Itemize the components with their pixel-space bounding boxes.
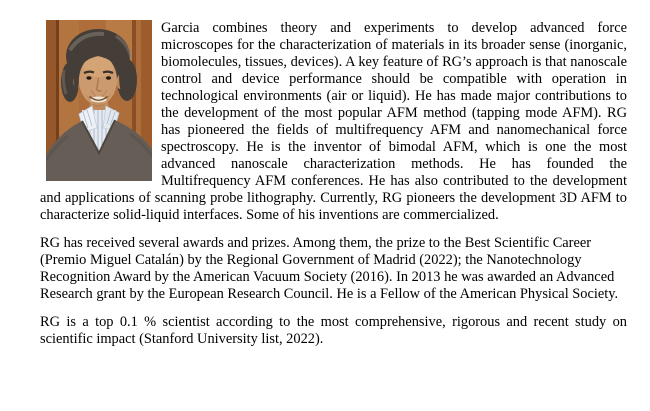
portrait-photo (46, 20, 152, 181)
portrait-photo-illustration (46, 20, 152, 181)
bio-section (40, 20, 627, 224)
paragraph-awards: RG has received several awards and prizes. Among them, the prize to the Best Scientific Career (Premio Miguel Catalán) by the Regional Government of Madrid (2022); the Nanotechnology Recognition Award by the American Vacuum Society (2016). In 2013 he was awarded an Advanced Research grant by the European Research Council. He is a Fellow of the American Physical Society. (40, 235, 619, 302)
paragraph-bio: Garcia combines theory and experiments to develop advanced force microscopes for the characterization of materials in its broader sense (inorganic, biomolecules, tissues, devices). A key feature of RG’s approach is that nanoscale control and device performance should be compatible with operation in technological environments (air or liquid). He has made major contributions to the development of the most popular AFM method (tapping mode AFM). RG has pioneered the fields of multifrequency AFM and nanomechanical force spectroscopy. He is the inventor of bimodal AFM, which is one the most advanced nanoscale characterization methods. He has founded the Multifrequency AFM conferences. He has also contributed to the development and applications of scanning probe lithography. Currently, RG pioneers the development 3D AFM to characterize solid-liquid interfaces. Some of his inventions are commercialized. (40, 20, 627, 223)
paragraph-ranking: RG is a top 0.1 % scientist according to the most comprehensive, rigorous and recent study on scientific impact (Stanford University list, 2022). (40, 314, 627, 347)
